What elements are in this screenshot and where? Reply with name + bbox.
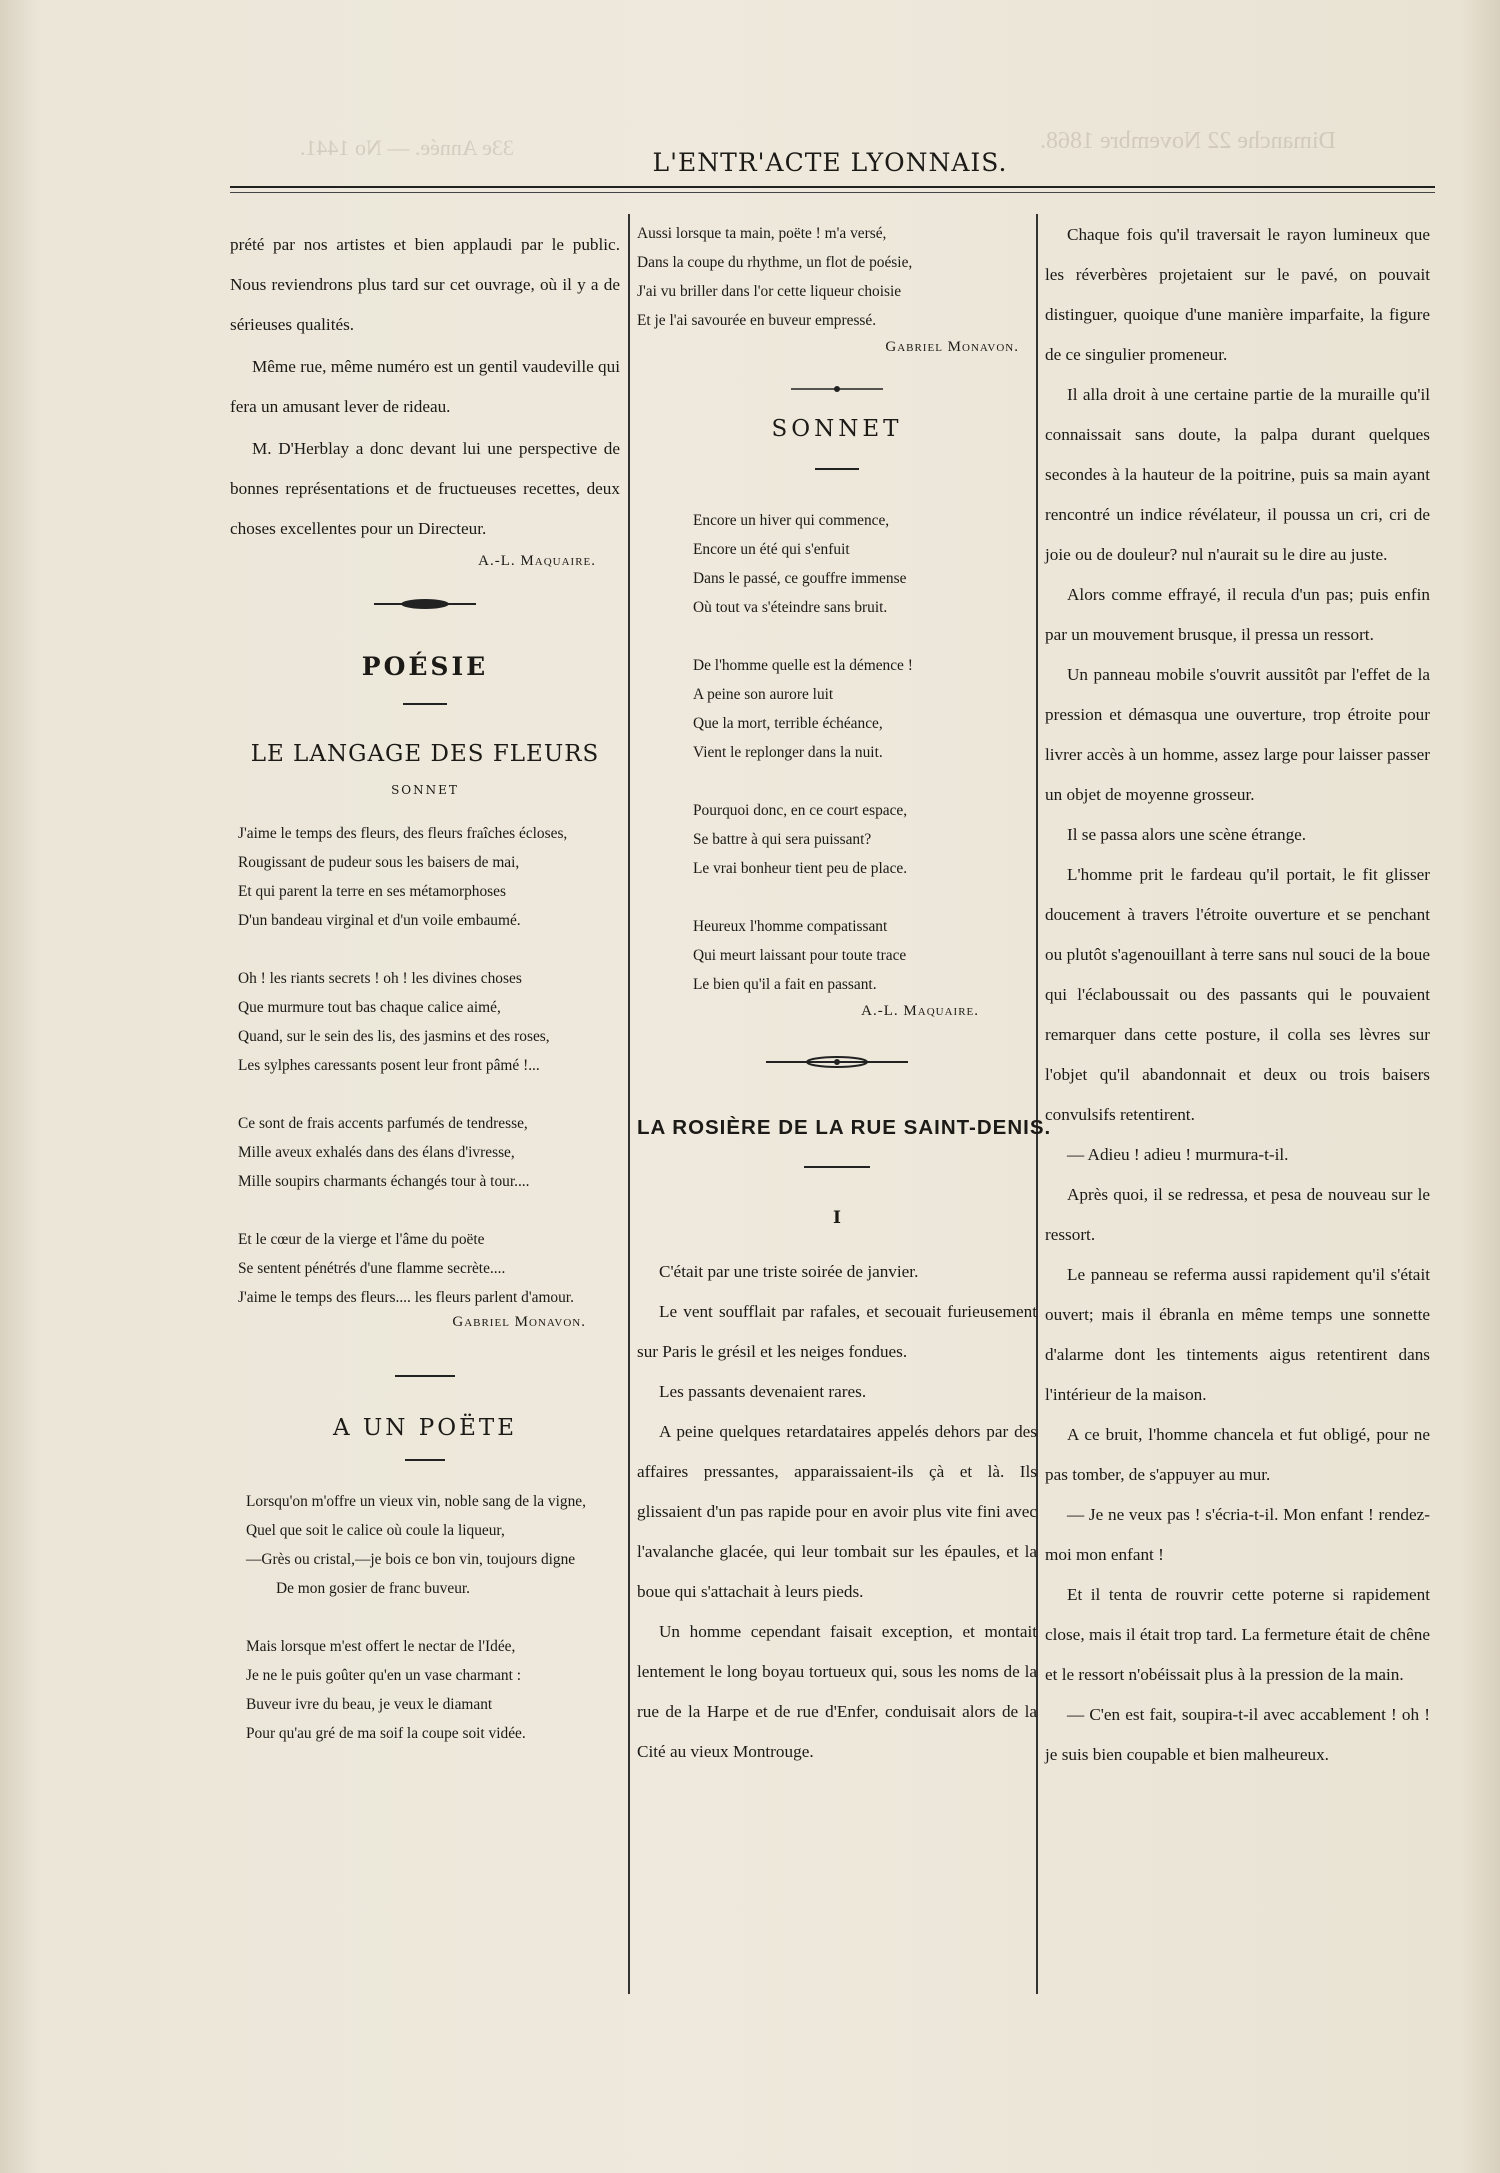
paragraph: A peine quelques retardataires appelés dehors par des affaires pressantes, apparaissaient-ils çà et là. Ils glissaient d'un pas rapide pour en avoir plus vite fini avec l'avalanche glacée, qui leur tombait sur les épaules, et la boue qui s'attachait à leurs pieds.	[637, 1422, 1037, 1601]
verse-line: Encore un hiver qui commence,	[693, 512, 890, 529]
verse-line: J'aime le temps des fleurs, des fleurs fraîches écloses,	[238, 825, 568, 842]
poem-subtitle: SONNET	[391, 783, 459, 797]
short-rule	[405, 1459, 445, 1461]
verse-line: Et je l'ai savourée en buveur empressé.	[637, 312, 877, 329]
verse-line: Quand, sur le sein des lis, des jasmins et des roses,	[238, 1028, 550, 1045]
verse-line: Vient le replonger dans la nuit.	[693, 744, 883, 761]
paragraph: Même rue, même numéro est un gentil vaudeville qui fera un amusant lever de rideau.	[230, 357, 620, 416]
verse-line: Mille soupirs charmants échangés tour à tour....	[238, 1173, 530, 1190]
paragraph: Chaque fois qu'il traversait le rayon lumineux que les réverbères projetaient sur le pavé, on pouvait distinguer, quoique d'une manière imparfaite, la figure de ce singulier promeneur.	[1045, 225, 1430, 364]
verse-line: Mais lorsque m'est offert le nectar de l'Idée,	[246, 1638, 516, 1655]
verse-line: Les sylphes caressants posent leur front pâmé !...	[238, 1057, 540, 1074]
stanza	[246, 1487, 620, 1603]
paragraph: — Adieu ! adieu ! murmura-t-il.	[1067, 1145, 1289, 1164]
column-1	[230, 225, 620, 1748]
paragraph: Le panneau se referma aussi rapidement qu'il s'était ouvert; mais il ébranla en même temps une sonnette d'alarme dont les tintements aigus retentirent dans l'intérieur de la maison.	[1045, 1265, 1430, 1404]
verse-line: Et qui parent la terre en ses métamorphoses	[238, 883, 506, 900]
poem-body	[230, 819, 620, 1312]
paragraph: M. D'Herblay a donc devant lui une perspective de bonnes représentations et de fructueuses recettes, deux choses excellentes pour un Directeur.	[230, 439, 620, 538]
signature: A.-L. Maquaire.	[478, 553, 596, 569]
stanza	[238, 964, 620, 1080]
verse-line: Dans le passé, ce gouffre immense	[693, 570, 907, 587]
paragraph: Un homme cependant faisait exception, et montait lentement le long boyau tortueux qui, sous les noms de la rue de la Harpe et de rue d'Enfer, conduisait alors de la Cité au vieux Montrouge.	[637, 1622, 1037, 1761]
paragraph: Les passants devenaient rares.	[659, 1382, 867, 1401]
poem-body	[230, 1487, 620, 1748]
paragraph: Et il tenta de rouvrir cette poterne si rapidement close, mais il était trop tard. La fermeture était de chêne et le ressort n'obéissait plus à la pression de la main.	[1045, 1585, 1430, 1684]
verse-line: Dans la coupe du rhythme, un flot de poésie,	[637, 254, 913, 271]
section-heading: POÉSIE	[361, 652, 489, 681]
paragraph: Après quoi, il se redressa, et pesa de nouveau sur le ressort.	[1045, 1185, 1430, 1244]
verse-line: Encore un été qui s'enfuit	[693, 541, 850, 558]
verse-line: Que la mort, terrible échéance,	[693, 715, 883, 732]
verse-line: —Grès ou cristal,—je bois ce bon vin, toujours digne	[246, 1551, 576, 1568]
verse-line: Se sentent pénétrés d'une flamme secrète....	[238, 1260, 506, 1277]
stanza	[693, 796, 1037, 883]
verse-line: J'ai vu briller dans l'or cette liqueur choisie	[637, 283, 902, 300]
verse-line: Où tout va s'éteindre sans bruit.	[693, 599, 888, 616]
verse-line: J'aime le temps des fleurs.... les fleurs parlent d'amour.	[238, 1289, 574, 1306]
stanza	[693, 651, 1037, 767]
verse-line: Le bien qu'il a fait en passant.	[693, 976, 877, 993]
signature: A.-L. Maquaire.	[861, 1003, 979, 1019]
verse-line: Rougissant de pudeur sous les baisers de mai,	[238, 854, 520, 871]
theatre-review-end	[230, 225, 620, 549]
signature: Gabriel Monavon.	[885, 339, 1019, 355]
column-3	[1045, 225, 1430, 1775]
feuilleton-text	[637, 1252, 1037, 1772]
chapter-number: I	[833, 1208, 841, 1228]
stanza	[693, 912, 1037, 999]
verse-line: A peine son aurore luit	[693, 686, 834, 703]
paragraph: prété par nos artistes et bien applaudi par le public. Nous reviendrons plus tard sur cet ouvrage, où il y a de sérieuses qualités.	[230, 235, 620, 334]
verse-line: Et le cœur de la vierge et l'âme du poëte	[238, 1231, 485, 1248]
paragraph: Il se passa alors une scène étrange.	[1067, 825, 1307, 844]
verse-line: Ce sont de frais accents parfumés de tendresse,	[238, 1115, 528, 1132]
poem-title: LE LANGAGE DES FLEURS	[250, 741, 600, 767]
verse-line: Lorsqu'on m'offre un vieux vin, noble sang de la vigne,	[246, 1493, 586, 1510]
short-rule	[804, 1166, 870, 1168]
stanza	[238, 1225, 620, 1312]
column-2	[637, 225, 1052, 1772]
verse-line: Quel que soit le calice où coule la liqueur,	[246, 1522, 505, 1539]
verse-line: Buveur ivre du beau, je veux le diamant	[246, 1696, 493, 1713]
feuilleton-title: LA ROSIÈRE DE LA RUE SAINT-DENIS.	[637, 1116, 1052, 1139]
poem-body-continued	[637, 219, 1037, 335]
verse-line: Le vrai bonheur tient peu de place.	[693, 860, 908, 877]
verse-line: Pourquoi donc, en ce court espace,	[693, 802, 908, 819]
verse-line: Que murmure tout bas chaque calice aimé,	[238, 999, 501, 1016]
top-rule	[230, 186, 1435, 188]
short-rule	[403, 703, 447, 705]
stanza	[238, 819, 620, 935]
poem-title: SONNET	[771, 416, 903, 442]
bleed-through-issue: 33e Année. — No 1441.	[300, 135, 514, 160]
paragraph: — Je ne veux pas ! s'écria-t-il. Mon enfant ! rendez-moi mon enfant !	[1045, 1505, 1430, 1564]
verse-line: Oh ! les riants secrets ! oh ! les divines choses	[238, 970, 522, 987]
paragraph: — C'en est fait, soupira-t-il avec accablement ! oh ! je suis bien coupable et bien malheureux.	[1045, 1705, 1430, 1764]
stanza	[246, 1632, 620, 1748]
verse-line: Qui meurt laissant pour toute trace	[693, 947, 907, 964]
paragraph: L'homme prit le fardeau qu'il portait, le fit glisser doucement à travers l'étroite ouverture et se penchant ou plutôt s'agenouillant à terre sans nul souci de la boue qui l'éclaboussait ou des passants qui le pouvaient remarquer dans cette posture, il colla ses lèvres sur l'objet qu'il abandonnait et deux ou trois baisers convulsifs retentirent.	[1045, 865, 1430, 1124]
stanza	[238, 1109, 620, 1196]
verse-line: Pour qu'au gré de ma soif la coupe soit vidée.	[246, 1725, 526, 1742]
short-rule	[815, 468, 859, 470]
stanza	[693, 506, 1037, 622]
short-rule	[395, 1375, 455, 1377]
paragraph: Il alla droit à une certaine partie de la muraille qu'il connaissait sans doute, la palpa durant quelques secondes à la hauteur de la poitrine, puis sa main ayant rencontré un indice révélateur, il poussa un cri, cri de joie ou de douleur? nul n'aurait su le dire au juste.	[1045, 385, 1430, 564]
column-divider-1	[628, 214, 630, 1994]
verse-line: Aussi lorsque ta main, poëte ! m'a versé,	[637, 225, 887, 242]
verse-line: Mille aveux exhalés dans des élans d'ivresse,	[238, 1144, 515, 1161]
paragraph: Alors comme effrayé, il recula d'un pas; puis enfin par un mouvement brusque, il pressa un ressort.	[1045, 585, 1430, 644]
ornament-divider	[370, 596, 480, 612]
verse-line: D'un bandeau virginal et d'un voile embaumé.	[238, 912, 521, 929]
feuilleton-text-continued	[1045, 215, 1430, 1775]
verse-line: Je ne le puis goûter qu'en un vase charmant :	[246, 1667, 522, 1684]
signature: Gabriel Monavon.	[452, 1314, 586, 1330]
verse-line: Se battre à qui sera puissant?	[693, 831, 872, 848]
top-rule-thin	[230, 192, 1435, 193]
paragraph: Le vent soufflait par rafales, et secouait furieusement sur Paris le grésil et les neiges fondues.	[637, 1302, 1037, 1361]
verse-line: De l'homme quelle est la démence !	[693, 657, 913, 674]
verse-line: De mon gosier de franc buveur.	[276, 1580, 471, 1597]
paragraph: A ce bruit, l'homme chancela et fut obligé, pour ne pas tomber, de s'appuyer au mur.	[1045, 1425, 1430, 1484]
masthead-title: L'ENTR'ACTE LYONNAIS.	[652, 148, 1008, 177]
verse-line: Heureux l'homme compatissant	[693, 918, 888, 935]
bleed-through-date: Dimanche 22 Novembre 1868.	[1040, 128, 1336, 154]
ornament-divider	[762, 1054, 912, 1070]
ornament-divider	[787, 382, 887, 396]
poem-body	[637, 506, 1037, 999]
paragraph: Un panneau mobile s'ouvrit aussitôt par l'effet de la pression et démasqua une ouverture, trop étroite pour livrer accès à un homme, assez large pour laisser passer un objet de moyenne grosseur.	[1045, 665, 1430, 804]
poem-title: A UN POËTE	[333, 1415, 517, 1441]
paragraph: C'était par une triste soirée de janvier.	[659, 1262, 919, 1281]
